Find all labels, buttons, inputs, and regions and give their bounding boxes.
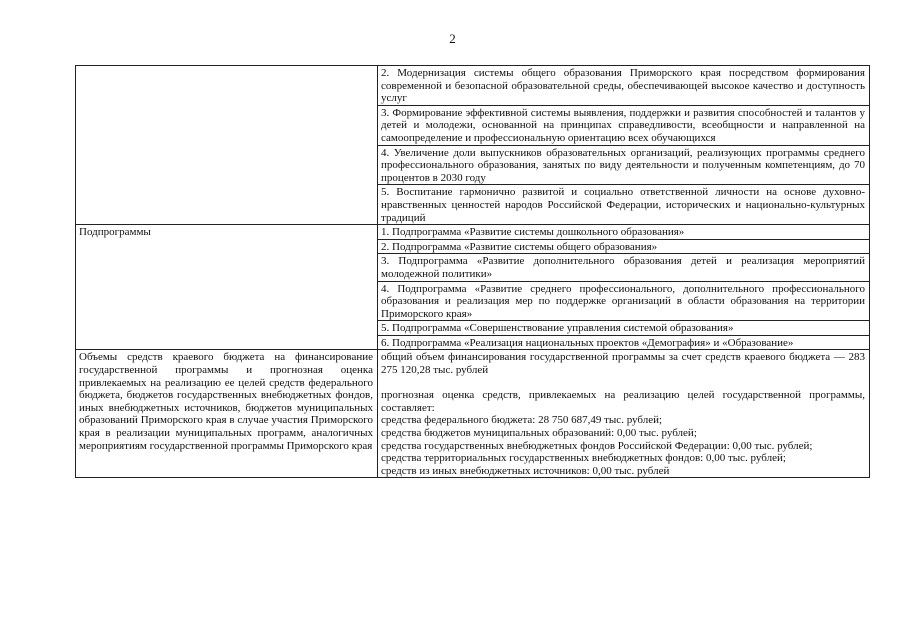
goal-item: 2. Модернизация системы общего образования Приморского края посредством формирования современной и безопасной образовательной среды, обеспечивающей высокое качество и доступность услуг (378, 66, 870, 106)
funding-territorial-funds: средства территориальных государственных внебюджетных фондов: 0,00 тыс. рублей; (381, 452, 786, 465)
subprogram-item: 3. Подпрограмма «Развитие дополнительного образования детей и реализация мероприятий молодежной политики» (378, 254, 870, 281)
table-row (76, 225, 870, 240)
subprogram-item: 5. Подпрограмма «Совершенствование управления системой образования» (378, 321, 870, 336)
funding-federal: средства федерального бюджета: 28 750 687,49 тыс. рублей; (381, 414, 663, 427)
table-row (76, 66, 870, 106)
subprogram-item: 1. Подпрограмма «Развитие системы дошкольного образования» (378, 225, 870, 240)
subprogram-item: 4. Подпрограмма «Развитие среднего профессионального, дополнительного профессионального образования и реализация мер по поддержке организаций в области образования на территории Приморского края» (378, 281, 870, 321)
subprograms-label: Подпрограммы (76, 225, 378, 350)
funding-municipal: средства бюджетов муниципальных образований: 0,00 тыс. рублей; (381, 427, 697, 440)
table-row (76, 350, 870, 478)
funding-details (378, 350, 870, 478)
subprogram-item: 6. Подпрограмма «Реализация национальных проектов «Демография» и «Образование» (378, 335, 870, 350)
funding-other-sources: средств из иных внебюджетных источников: 0,00 тыс. рублей (381, 464, 670, 477)
passport-table (75, 65, 870, 478)
funding-forecast-intro: прогнозная оценка средств, привлекаемых на реализацию целей государственной программы, составляет: (381, 389, 865, 414)
subprogram-item: 2. Подпрограмма «Развитие системы общего образования» (378, 239, 870, 254)
goal-item: 4. Увеличение доли выпускников образовательных организаций, реализующих программы среднего профессионального образования, занятых по виду деятельности и полученным компетенциям, до 70 процентов в 2030 году (378, 145, 870, 185)
goals-label-cell (76, 66, 378, 225)
funding-state-funds: средства государственных внебюджетных фондов Российской Федерации: 0,00 тыс. рублей; (381, 439, 813, 452)
page-number: 2 (449, 31, 456, 46)
goal-item: 3. Формирование эффективной системы выявления, поддержки и развития способностей и талантов у детей и молодежи, основанной на принципах справедливости, всеобщности и направленной на самоопределение и профессиональную ориентацию всех обучающихся (378, 105, 870, 145)
goal-item: 5. Воспитание гармонично развитой и социально ответственной личности на основе духовно-нравственных ценностей народов Российской Федерации, исторических и национально-культурных традиций (378, 185, 870, 225)
blank-line (381, 377, 865, 390)
funding-label: Объемы средств краевого бюджета на финансирование государственной программы и прогнозная оценка привлекаемых на реализацию ее целей средств федерального бюджета, бюджетов государственных внебюджетных фондов, иных внебюджетных источников, бюджетов муниципальных образований Приморского края в случае участия Приморского края в реализации муниципальных программ, аналогичных мероприятиям государственной программы Приморского края (76, 350, 378, 478)
funding-total: общий объем финансирования государственной программы за счет средств краевого бюджета — 283 275 120,28 тыс. рублей (381, 351, 865, 377)
